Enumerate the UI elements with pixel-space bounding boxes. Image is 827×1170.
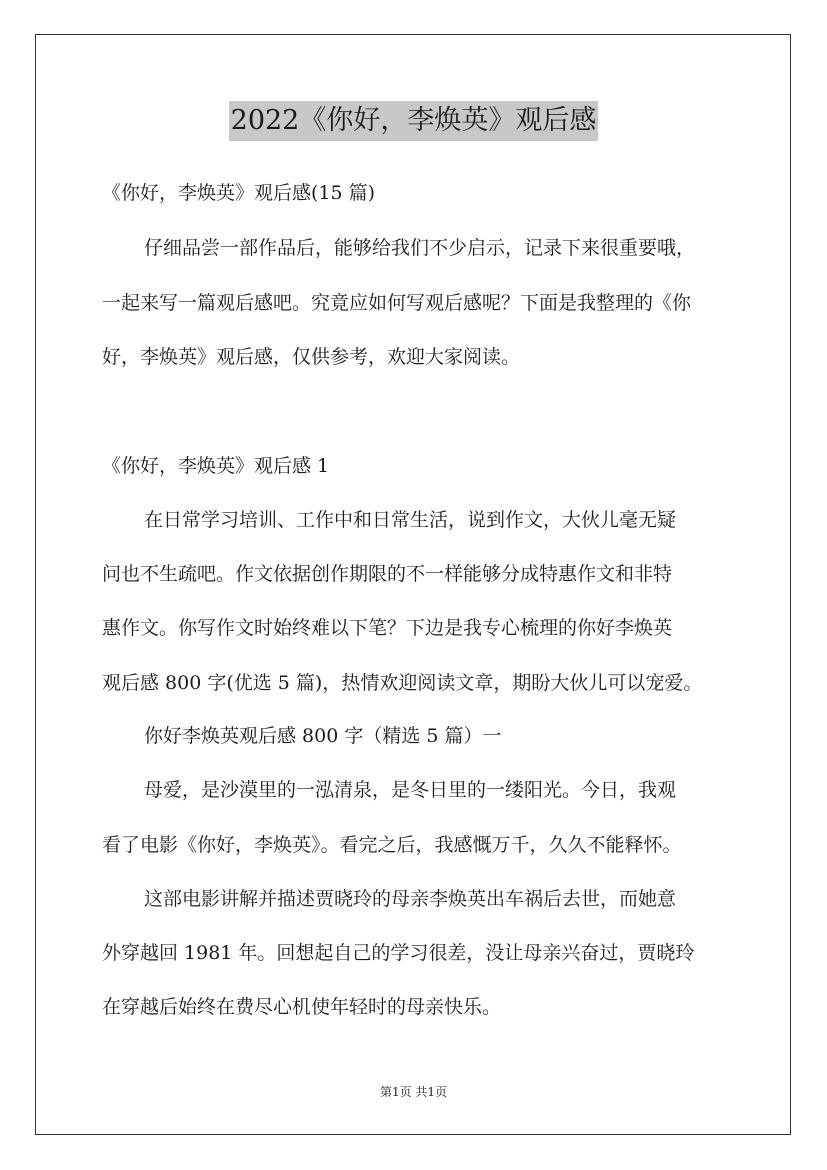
paragraph-line: 这部电影讲解并描述贾晓玲的母亲李焕英出车祸后去世，而她意 xyxy=(144,888,677,910)
subheading-line: 你好李焕英观后感 800 字（精选 5 篇）一 xyxy=(144,725,502,747)
page-footer: 第1页 共1页 xyxy=(379,1085,448,1099)
paragraph-line: 仔细品尝一部作品后，能够给我们不少启示，记录下来很重要哦， xyxy=(144,237,696,259)
intro-heading: 《你好，李焕英》观后感(15 篇) xyxy=(102,182,376,204)
paragraph-line: 观后感 800 字(优选 5 篇)，热情欢迎阅读文章，期盼大伙儿可以宠爱。 xyxy=(102,672,703,694)
paragraph-line: 好，李焕英》观后感，仅供参考，欢迎大家阅读。 xyxy=(102,346,521,368)
paragraph-line: 惠作文。你写作文时始终难以下笔？下边是我专心梳理的你好李焕英 xyxy=(102,617,673,639)
paragraph-line: 外穿越回 1981 年。回想起自己的学习很差，没让母亲兴奋过，贾晓玲 xyxy=(102,942,695,964)
paragraph-line: 看了电影《你好，李焕英》。看完之后，我感慨万千，久久不能释怀。 xyxy=(102,834,682,856)
paragraph-line: 一起来写一篇观后感吧。究竟应如何写观后感呢？下面是我整理的《你 xyxy=(102,292,692,314)
paragraph-line: 母爱，是沙漠里的一泓清泉，是冬日里的一缕阳光。今日，我观 xyxy=(144,779,677,801)
paragraph-line: 在穿越后始终在费尽心机使年轻时的母亲快乐。 xyxy=(102,996,502,1018)
document-title: 2022《你好，李焕英》观后感 xyxy=(229,101,599,141)
section-heading: 《你好，李焕英》观后感 1 xyxy=(102,455,330,477)
paragraph-line: 在日常学习培训、工作中和日常生活，说到作文，大伙儿毫无疑 xyxy=(144,509,677,531)
paragraph-line: 问也不生疏吧。作文依据创作期限的不一样能够分成特惠作文和非特 xyxy=(102,563,673,585)
title-container xyxy=(0,101,827,141)
